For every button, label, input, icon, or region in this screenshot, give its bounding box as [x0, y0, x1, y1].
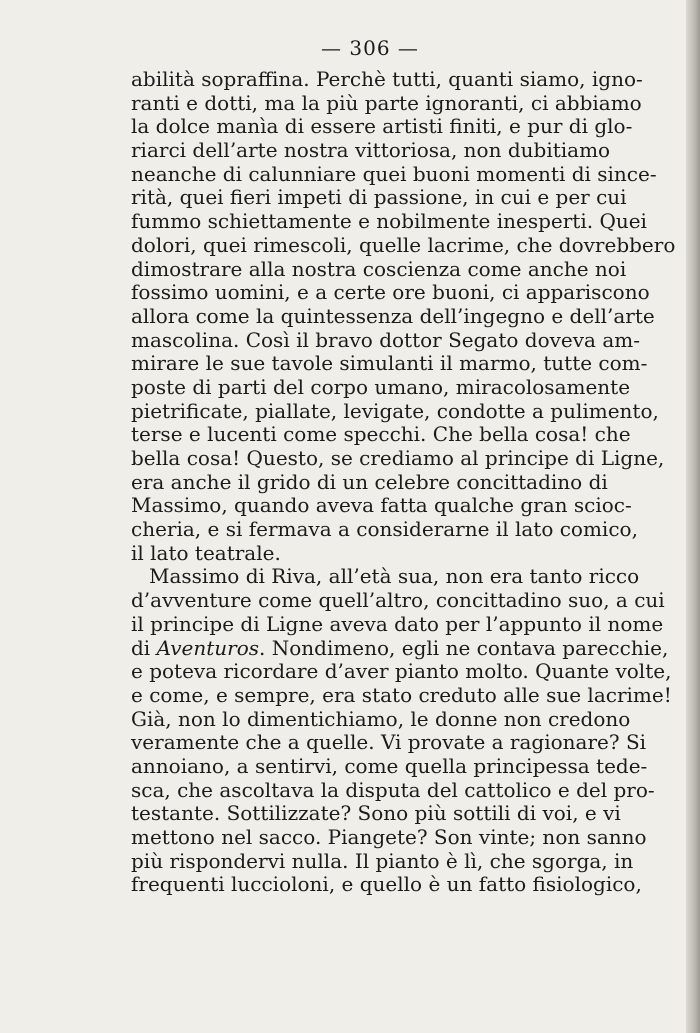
text-line: Massimo, quando aveva fatta qualche gran sciоc- — [131, 493, 632, 518]
text-line-with-italic — [131, 635, 669, 661]
text-line: allora come la quintessenza dell’ingegno e dell’arte — [131, 303, 655, 328]
text-segment: di — [131, 635, 157, 660]
page-edge-shadow — [686, 0, 700, 1033]
text-line: sca, che ascoltava la disputa del cattolico e del pro- — [131, 777, 655, 802]
text-line: e come, e sempre, era stato creduto alle sue lacrime! — [131, 682, 672, 707]
text-line: più rispondervi nulla. Il pianto è lì, che sgorga, in — [131, 848, 634, 873]
text-line: neanche di calunniare quei buoni momenti di since- — [131, 161, 657, 186]
text-line: mascolina. Così il bravo dottor Segato doveva am- — [131, 327, 640, 352]
body-text — [131, 67, 676, 897]
text-line: e poteva ricordare d’aver pianto molto. Quante volte, — [131, 659, 672, 684]
text-line: ranti e dotti, ma la più parte ignoranti, ci abbiamo — [131, 90, 642, 115]
text-line: rità, quei fieri impeti di passione, in cui e per cui — [131, 185, 627, 210]
text-line: testante. Sottilizzate? Sono più sottili di voi, e vi — [131, 801, 621, 826]
text-line: terse e lucenti come specchi. Che bella cosa! che — [131, 422, 631, 447]
text-line: annoiano, a sentirvi, come quella principessa tede- — [131, 753, 648, 778]
text-segment: . Nondimeno, egli ne contava parecchie, — [259, 635, 669, 660]
text-line: d’avventure come quell’altro, concittadino suo, a cui — [131, 588, 665, 613]
text-line: il lato teatrale. — [131, 540, 281, 565]
text-line: veramente che a quelle. Vi provate a ragionare? Si — [131, 730, 647, 755]
text-line: Massimo di Riva, all’età sua, non era tanto ricco — [149, 564, 640, 589]
text-line: era anche il grido di un celebre concittadino di — [131, 469, 608, 494]
text-line: dimostrare alla nostra coscienza come anche noi — [131, 256, 627, 281]
text-line: bella cosa! Questo, se crediamo al principe di Ligne, — [131, 446, 665, 470]
text-line: fossimo uomini, e a certe ore buoni, ci appariscono — [131, 280, 650, 305]
text-line: dolori, quei rimescoli, quelle lacrime, che dovrebbero — [131, 232, 676, 257]
text-line: riarci dell’arte nostra vittoriosa, non dubitiamo — [131, 138, 611, 163]
text-line: mirare le sue tavole simulanti il marmo, tutte com- — [131, 351, 648, 376]
text-line: il principe di Ligne aveva dato per l’appunto il nome — [131, 611, 664, 636]
text-line: frequenti luccioloni, e quello è un fatto fisiologico, — [131, 872, 642, 897]
text-line: poste di parti del corpo umano, miracolosamente — [131, 374, 631, 399]
italic-term: Aventuros — [156, 635, 259, 660]
text-line: fummo schiettamente e nobilmente inesperti. Quei — [131, 209, 647, 234]
text-line: Già, non lo dimentichiamo, le donne non credono — [131, 706, 631, 731]
text-line: mettono nel sacco. Piangete? Son vinte; non sanno — [131, 825, 647, 849]
text-line: la dolce manìa di essere artisti finiti, e pur di glo- — [131, 114, 633, 139]
text-line: abilità sopraffina. Perchè tutti, quanti siamo, igno- — [131, 67, 643, 91]
text-line: pietrificate, piallate, levigate, condotte a pulimento, — [131, 398, 659, 423]
text-line: cheria, e si fermava a considerarne il lato comico, — [131, 517, 638, 542]
page-number: — 306 — — [321, 36, 419, 60]
